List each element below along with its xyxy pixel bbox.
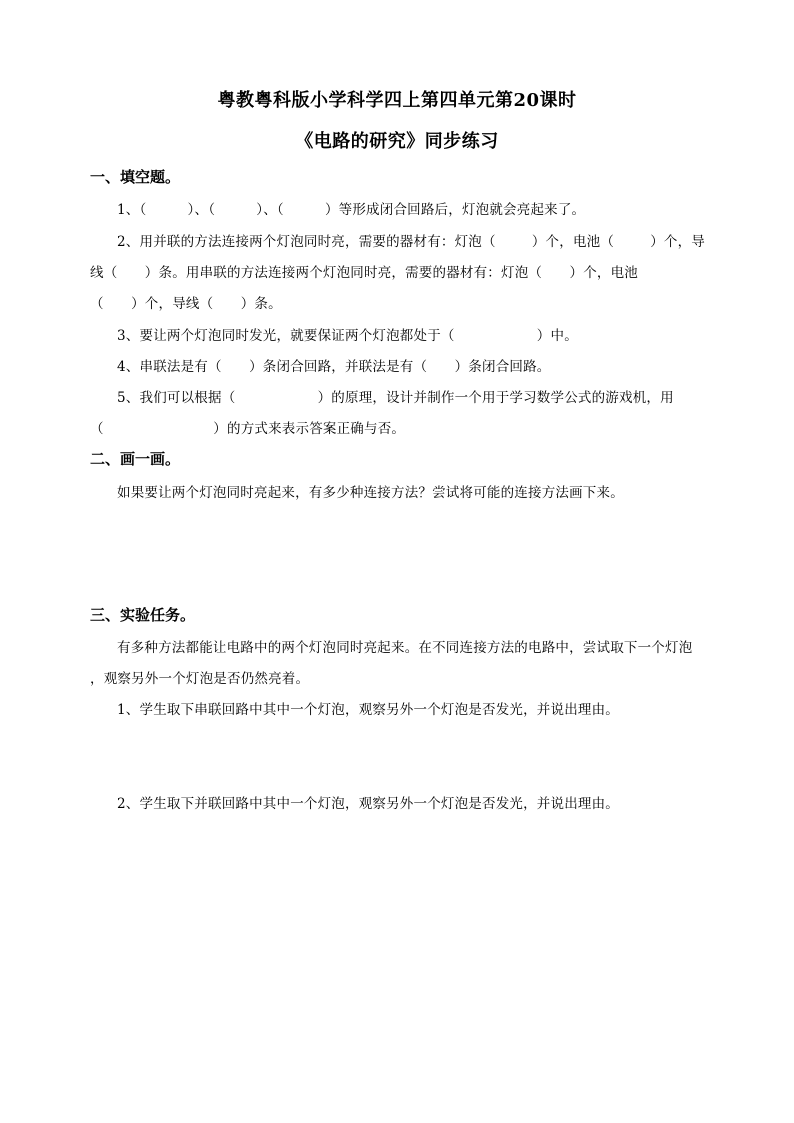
question-2-line-2: 线（ ）条。用串联的方法连接两个灯泡同时亮，需要的器材有：灯泡（ ）个，电池 <box>90 265 638 281</box>
question-5-line-2: （ ）的方式来表示答案正确与否。 <box>90 421 406 437</box>
experiment-task-2: 2、学生取下并联回路中其中一个灯泡，观察另外一个灯泡是否发光，并说出理由。 <box>117 796 619 812</box>
question-3: 3、要让两个灯泡同时发光，就要保证两个灯泡都处于（ ）中。 <box>117 328 578 344</box>
draw-instruction: 如果要让两个灯泡同时亮起来，有多少种连接方法？尝试将可能的连接方法画下来。 <box>117 485 624 501</box>
question-2-line-1 <box>117 230 705 250</box>
worksheet-subtitle: 《电路的研究》同步练习 <box>295 131 499 152</box>
worksheet-title: 粤教粤科版小学科学四上第四单元第20课时 <box>217 90 577 111</box>
question-4: 4、串联法是有（ ）条闭合回路，并联法是有（ ）条闭合回路。 <box>117 359 551 375</box>
question-2-part-a: 2、用并联的方法连接两个灯泡同时亮，需要的器材有：灯泡（ <box>117 234 496 250</box>
section-draw-heading: 二、画一画。 <box>90 450 181 468</box>
experiment-intro-line-1: 有多种方法都能让电路中的两个灯泡同时亮起来。在不同连接方法的电路中，尝试取下一个灯泡 <box>117 640 693 656</box>
question-2-line-3: （ ）个，导线（ ）条。 <box>90 296 282 312</box>
question-5-line-1: 5、我们可以根据（ ）的原理，设计并制作一个用于学习数学公式的游戏机，用 <box>117 390 674 406</box>
section-experiment-heading: 三、实验任务。 <box>90 606 196 624</box>
experiment-task-1: 1、学生取下串联回路中其中一个灯泡，观察另外一个灯泡是否发光，并说出理由。 <box>117 702 619 718</box>
experiment-intro-line-2: ，观察另外一个灯泡是否仍然亮着。 <box>90 671 310 687</box>
question-2-part-c: ）个，导 <box>650 234 705 250</box>
question-1: 1、（ ）、（ ）、（ ）等形成闭合回路后，灯泡就会亮起来了。 <box>117 202 586 218</box>
question-2-part-b: ）个，电池（ <box>531 234 615 250</box>
section-fill-blank-heading: 一、填空题。 <box>90 168 181 186</box>
